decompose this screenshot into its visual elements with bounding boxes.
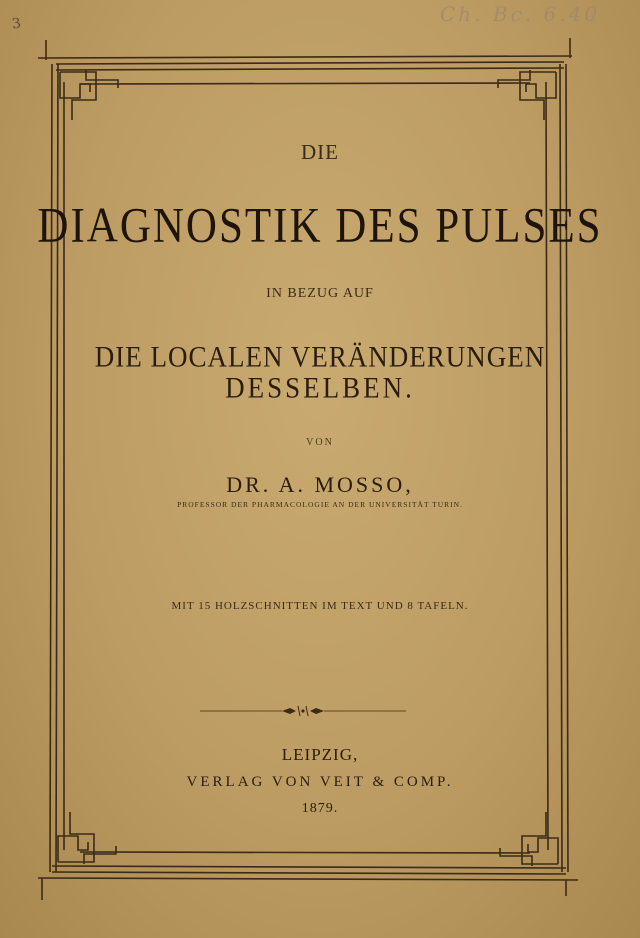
publisher: VERLAG VON VEIT & COMP. bbox=[186, 774, 454, 790]
subtitle-line-1: DIE LOCALEN VERÄNDERUNGEN bbox=[94, 340, 546, 373]
author-name: DR. A. MOSSO, bbox=[226, 472, 414, 497]
main-title: DIAGNOSTIK DES PULSES bbox=[37, 199, 603, 254]
pencil-shelfmark: Ch. Bc. 6.40 bbox=[440, 2, 601, 26]
by-label: VON bbox=[306, 437, 334, 448]
publication-year: 1879. bbox=[301, 801, 339, 816]
publication-city: LEIPZIG, bbox=[281, 745, 359, 764]
subtitle-line-2: DESSELBEN. bbox=[225, 371, 415, 404]
title-relation: IN BEZUG AUF bbox=[266, 286, 374, 301]
ornamental-rule bbox=[200, 704, 406, 718]
author-position: PROFESSOR DER PHARMACOLOGIE AN DER UNIVERSITÄT TURIN. bbox=[177, 500, 463, 509]
title-article: DIE bbox=[301, 140, 339, 164]
corner-handwritten-mark: 3 bbox=[10, 15, 22, 33]
illustrations-note: MIT 15 HOLZSCHNITTEN IM TEXT UND 8 TAFELN. bbox=[171, 600, 469, 612]
